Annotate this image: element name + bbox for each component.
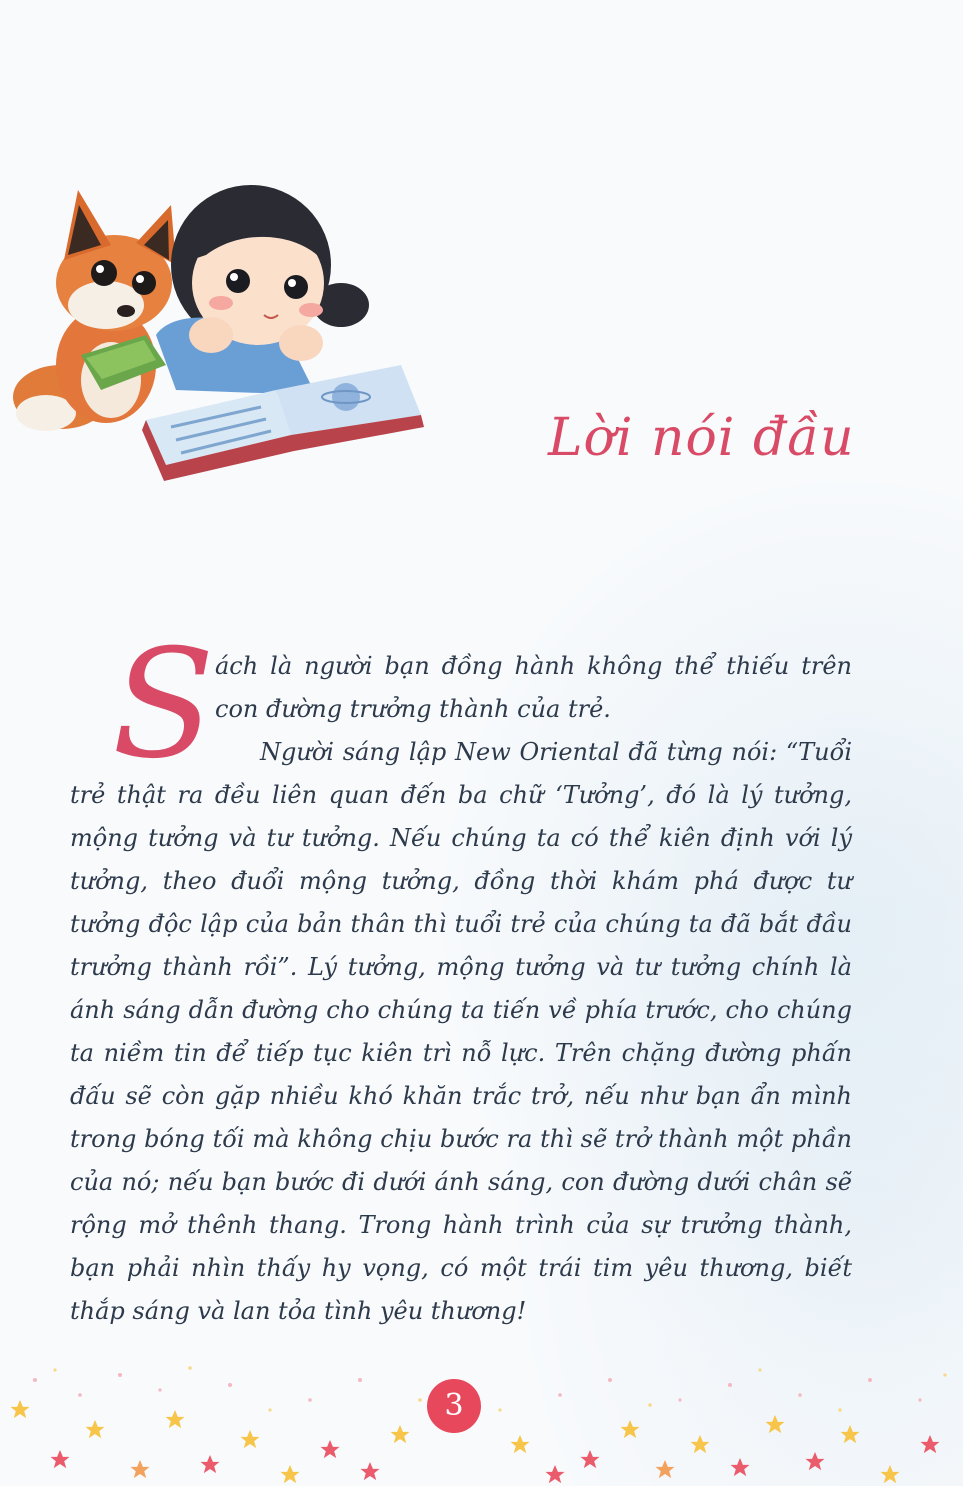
- drop-cap: S: [112, 618, 215, 792]
- page-title: Lời nói đầu: [548, 408, 855, 468]
- star-border-decoration: [0, 1350, 963, 1486]
- page-number-badge: 3: [427, 1379, 481, 1433]
- paragraph-intro: ách là người bạn đồng hành không thể thiếu trên con đường trưởng thành của trẻ.: [215, 652, 852, 723]
- paragraph-main: Người sáng lập New Oriental đã từng nói: “Tuổi trẻ thật ra đều liên quan đến ba chữ ‘Tưởng’, đó là lý tưởng, mộng tưởng và tư tưởng. Nếu chúng ta có thể kiên định với lý tưởng, theo đuổi mộng tưởng, đồng thời khám phá được tư tưởng độc lập của bản thân thì tuổi trẻ của chúng ta đã bắt đầu trưởng thành rồi”. Lý tưởng, mộng tưởng và tư tưởng chính là ánh sáng dẫn đường cho chúng ta tiến về phía trước, cho chúng ta niềm tin để tiếp tục kiên trì nỗ lực. Trên chặng đường phấn đấu sẽ còn gặp nhiều khó khăn trắc trở, nếu như bạn ẩn mình trong bóng tối mà không chịu bước ra thì sẽ trở thành một phần của nó; nếu bạn bước đi dưới ánh sáng, con đường dưới chân sẽ rộng mở thênh thang. Trong hành trình của sự trưởng thành, bạn phải nhìn thấy hy vọng, có một trái tim yêu thương, biết thắp sáng và lan tỏa tình yêu thương!: [70, 738, 852, 1325]
- body-text: [70, 645, 852, 1333]
- fox-girl-reading-illustration: [6, 165, 426, 495]
